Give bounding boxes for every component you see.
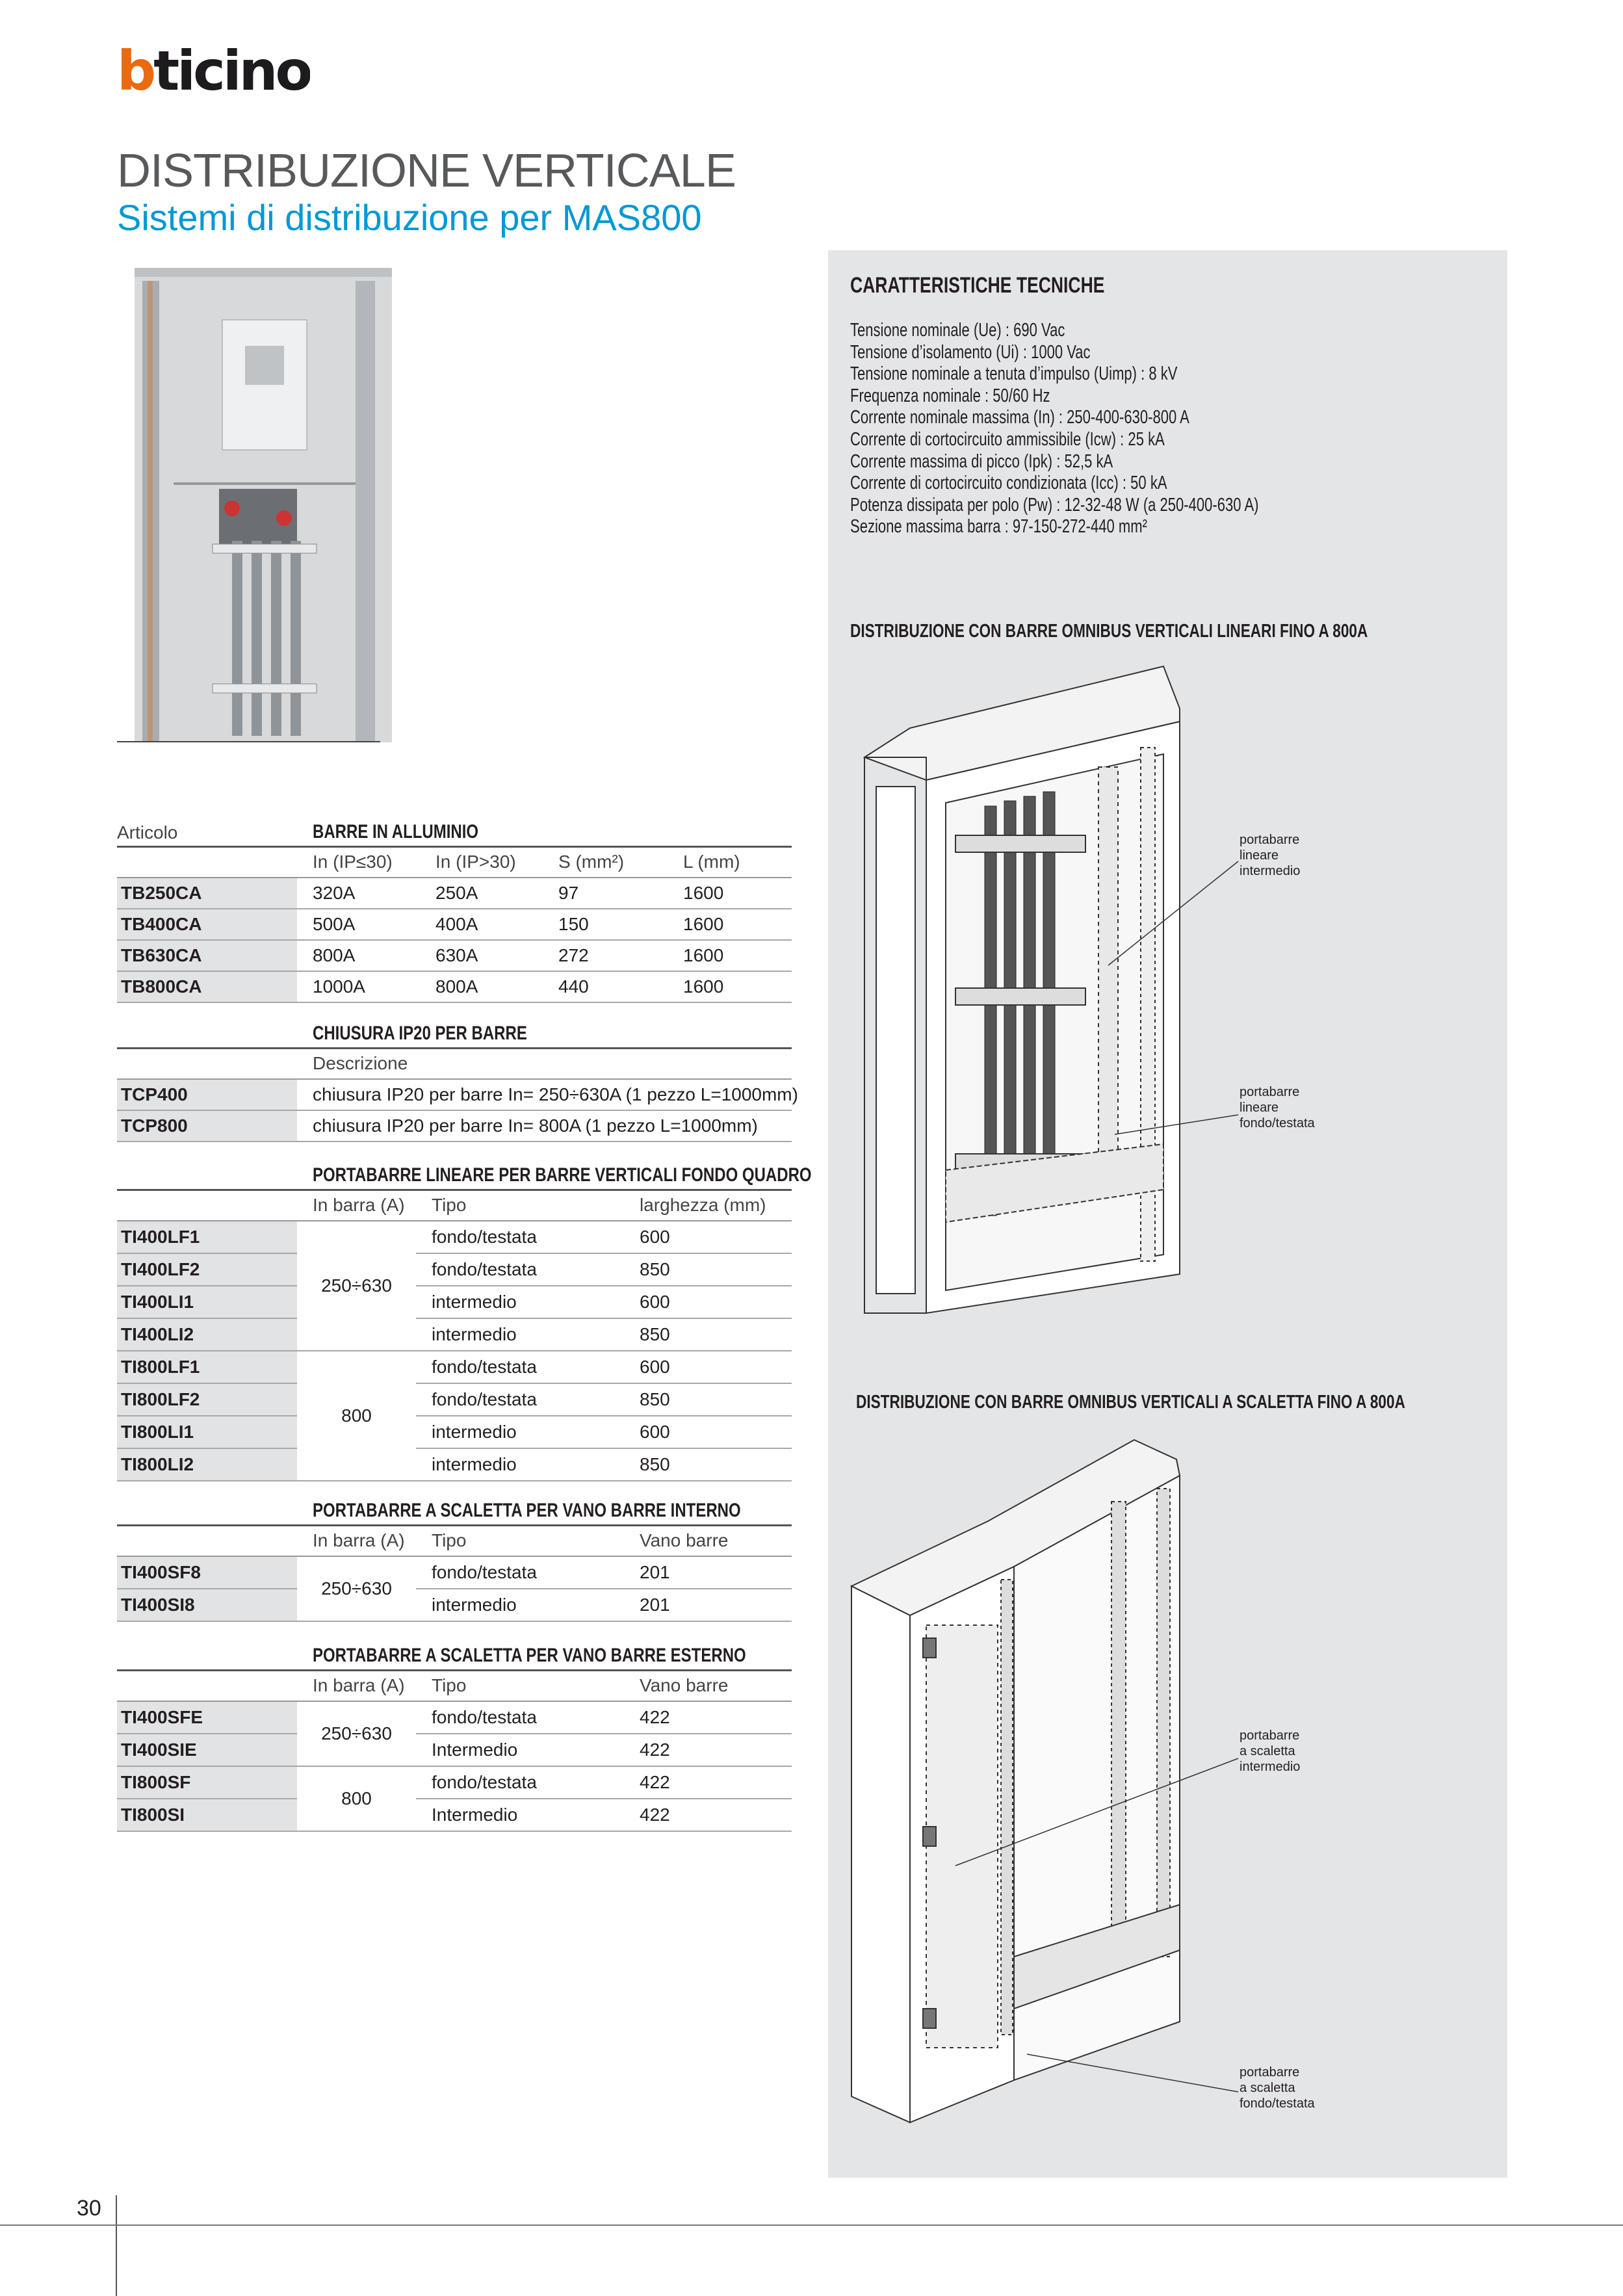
article-code: TB800CA xyxy=(117,971,297,1002)
callout-line: portabarre xyxy=(1240,1729,1300,1743)
spec-line-text: Tensione nominale (Ue) : 690 Vac xyxy=(850,320,1065,341)
bticino-logo xyxy=(117,47,310,95)
column-label-articolo xyxy=(117,1496,297,1525)
table-heading-row xyxy=(117,818,792,846)
callout-line: a scaletta xyxy=(1240,1744,1295,1758)
table-cell: 201 xyxy=(624,1589,792,1621)
article-code: TI400LF2 xyxy=(117,1253,297,1286)
table-4 xyxy=(117,1496,792,1622)
table-cell: 850 xyxy=(624,1253,792,1286)
callout-line: intermedio xyxy=(1240,1760,1301,1774)
callout-linear-fondo xyxy=(1240,1084,1315,1131)
spec-line-text: Corrente di cortocircuito ammissibile (Icw) : 25 kA xyxy=(850,429,1165,450)
table-cell: fondo/testata xyxy=(416,1221,624,1253)
article-code: TI800SI xyxy=(117,1799,297,1831)
table-cell: Intermedio xyxy=(416,1799,624,1831)
table-cell: 320A xyxy=(297,878,420,909)
column-header: Tipo xyxy=(416,1670,624,1701)
table-heading-row xyxy=(117,1496,792,1525)
table-heading-row xyxy=(117,1161,792,1190)
footer-divider-vertical xyxy=(116,2195,117,2296)
table-cell: 800A xyxy=(297,940,420,971)
callout-line: lineare xyxy=(1240,848,1279,863)
table-cell: 97 xyxy=(543,878,668,909)
article-code: TI800LI2 xyxy=(117,1448,297,1481)
callout-line: fondo/testata xyxy=(1240,1116,1315,1130)
table-heading xyxy=(297,1161,812,1190)
table-cell: fondo/testata xyxy=(416,1253,624,1286)
table-cell: 850 xyxy=(624,1383,792,1416)
table-row xyxy=(117,1448,792,1481)
callout-linear-intermedio xyxy=(1240,832,1300,879)
spec-line xyxy=(850,407,1297,429)
spec-line-text: Sezione massima barra : 97-150-272-440 mm² xyxy=(850,516,1147,538)
table-cell: 250A xyxy=(420,878,543,909)
table-5 xyxy=(117,1641,792,1832)
table-cell: 422 xyxy=(624,1701,792,1734)
drawing-heading-text: DISTRIBUZIONE CON BARRE OMNIBUS VERTICALI A SCALETTA FINO A 800A xyxy=(856,1392,1405,1413)
spec-line xyxy=(850,342,1166,364)
table-2 xyxy=(117,1019,798,1142)
drawing-heading-linear xyxy=(850,621,1514,642)
table-cell: 600 xyxy=(624,1416,792,1448)
table-row xyxy=(117,1351,792,1383)
column-header: In (IP>30) xyxy=(420,846,543,878)
page-number: 30 xyxy=(77,2196,101,2221)
spec-line-text: Corrente nominale massima (In) : 250-400-630-800 A xyxy=(850,407,1189,428)
table-row xyxy=(117,1799,792,1831)
callout-line: portabarre xyxy=(1240,833,1300,847)
table-heading xyxy=(297,818,792,846)
table-row xyxy=(117,1589,792,1621)
article-code: TI400LF1 xyxy=(117,1221,297,1253)
column-header-empty xyxy=(117,1048,297,1079)
spec-line xyxy=(850,451,1196,473)
article-code: TI800SF xyxy=(117,1766,297,1799)
in-barra-group: 250÷630 xyxy=(297,1556,416,1621)
table-cell: 1600 xyxy=(668,940,792,971)
table-heading-text: CHIUSURA IP20 PER BARRE xyxy=(313,1022,527,1044)
table-cell: fondo/testata xyxy=(416,1351,624,1383)
table-row xyxy=(117,1253,792,1286)
callout-ladder-intermedio xyxy=(1240,1728,1300,1775)
table-row xyxy=(117,1221,792,1253)
column-header: S (mm²) xyxy=(543,846,668,878)
callout-line: a scaletta xyxy=(1240,2081,1295,2095)
table-cell: 850 xyxy=(624,1448,792,1481)
table-cell: 630A xyxy=(420,940,543,971)
drawing-heading-text: DISTRIBUZIONE CON BARRE OMNIBUS VERTICALI LINEARI FINO A 800A xyxy=(850,621,1368,642)
spec-line xyxy=(850,320,1133,342)
table-row xyxy=(117,1286,792,1318)
table-row xyxy=(117,1766,792,1799)
column-header-empty xyxy=(117,1190,297,1221)
table-row xyxy=(117,1079,792,1110)
column-label-articolo xyxy=(117,1161,297,1190)
column-header-row xyxy=(117,1670,792,1701)
column-header: larghezza (mm) xyxy=(624,1190,792,1221)
column-header: Vano barre xyxy=(624,1525,792,1556)
table-cell: intermedio xyxy=(416,1448,624,1481)
article-code: TCP400 xyxy=(117,1079,297,1110)
technical-panel xyxy=(828,250,1507,2178)
table-heading-row xyxy=(117,1641,792,1670)
article-code: TB250CA xyxy=(117,878,297,909)
table-heading-text: BARRE IN ALLUMINIO xyxy=(313,820,479,842)
spec-line-text: Potenza dissipata per polo (Pw) : 12-32-48 W (a 250-400-630 A) xyxy=(850,494,1259,515)
table-heading-text: PORTABARRE A SCALETTA PER VANO BARRE ESTERNO xyxy=(313,1644,746,1666)
column-header: In (IP≤30) xyxy=(297,846,420,878)
table-cell: 1600 xyxy=(668,909,792,940)
table-heading-text: PORTABARRE A SCALETTA PER VANO BARRE INTERNO xyxy=(313,1499,741,1521)
specs-heading-text: CARATTERISTICHE TECNICHE xyxy=(850,273,1105,298)
table-cell: 272 xyxy=(543,940,668,971)
table-cell: Intermedio xyxy=(416,1734,624,1766)
spec-line xyxy=(850,495,1388,517)
table-cell: fondo/testata xyxy=(416,1383,624,1416)
table-row xyxy=(117,1556,792,1589)
in-barra-group: 250÷630 xyxy=(297,1221,416,1351)
spec-line xyxy=(850,363,1281,385)
table-cell: fondo/testata xyxy=(416,1766,624,1799)
table-row xyxy=(117,1318,792,1351)
table-cell: 201 xyxy=(624,1556,792,1589)
logo-letter-b: b xyxy=(117,47,154,95)
column-header: Vano barre xyxy=(624,1670,792,1701)
table-cell: 600 xyxy=(624,1351,792,1383)
product-photo xyxy=(135,268,392,742)
column-label-articolo xyxy=(117,1019,297,1048)
table-cell: 850 xyxy=(624,1318,792,1351)
table-cell: 600 xyxy=(624,1221,792,1253)
callout-line: fondo/testata xyxy=(1240,2096,1315,2111)
column-header: L (mm) xyxy=(668,846,792,878)
specs-heading xyxy=(850,273,1176,298)
spec-line-text: Tensione nominale a tenuta d’impulso (Uimp) : 8 kV xyxy=(850,363,1178,385)
table-cell: 1000A xyxy=(297,971,420,1002)
table-heading xyxy=(297,1019,792,1048)
table-1 xyxy=(117,818,792,1003)
article-code: TI400SIE xyxy=(117,1734,297,1766)
table-cell: fondo/testata xyxy=(416,1701,624,1734)
column-header: In barra (A) xyxy=(297,1525,416,1556)
column-header-row xyxy=(117,1190,792,1221)
table-cell: 422 xyxy=(624,1734,792,1766)
in-barra-group: 250÷630 xyxy=(297,1701,416,1766)
table-cell: 440 xyxy=(543,971,668,1002)
spec-line xyxy=(850,385,1113,408)
article-code: TI400LI2 xyxy=(117,1318,297,1351)
article-code: TB400CA xyxy=(117,909,297,940)
table-cell: 1600 xyxy=(668,971,792,1002)
table-row xyxy=(117,1416,792,1448)
table-heading-row xyxy=(117,1019,792,1048)
table-heading-text: PORTABARRE LINEARE PER BARRE VERTICALI FONDO QUADRO xyxy=(313,1164,812,1186)
table-cell: fondo/testata xyxy=(416,1556,624,1589)
spec-line xyxy=(850,516,1241,538)
table-cell: chiusura IP20 per barre In= 800A (1 pezzo L=1000mm) xyxy=(297,1110,792,1141)
table-cell: 422 xyxy=(624,1799,792,1831)
column-header: Tipo xyxy=(416,1190,624,1221)
article-code: TI400SFE xyxy=(117,1701,297,1734)
column-label-articolo: Articolo xyxy=(117,818,297,846)
column-header-empty xyxy=(117,846,297,878)
spec-line xyxy=(850,429,1264,451)
table-cell: 400A xyxy=(420,909,543,940)
callout-line: intermedio xyxy=(1240,864,1301,878)
table-cell: intermedio xyxy=(416,1589,624,1621)
article-code: TI800LI1 xyxy=(117,1416,297,1448)
article-code: TI400SI8 xyxy=(117,1589,297,1621)
column-header: In barra (A) xyxy=(297,1670,416,1701)
column-header: Descrizione xyxy=(297,1048,792,1079)
article-code: TB630CA xyxy=(117,940,297,971)
in-barra-group: 800 xyxy=(297,1766,416,1831)
table-row xyxy=(117,909,792,940)
table-row xyxy=(117,1383,792,1416)
column-header-row xyxy=(117,1048,792,1079)
footer-divider-horizontal xyxy=(0,2224,1623,2226)
table-cell: 800A xyxy=(420,971,543,1002)
article-code: TI800LF1 xyxy=(117,1351,297,1383)
column-header: In barra (A) xyxy=(297,1190,416,1221)
table-row xyxy=(117,971,792,1002)
column-label-articolo xyxy=(117,1641,297,1670)
table-cell: intermedio xyxy=(416,1318,624,1351)
callout-line: portabarre xyxy=(1240,1085,1300,1099)
spec-line-text: Corrente massima di picco (Ipk) : 52,5 kA xyxy=(850,450,1113,472)
table-cell: intermedio xyxy=(416,1416,624,1448)
spec-line xyxy=(850,473,1267,495)
table-row xyxy=(117,1110,792,1141)
page-subtitle: Sistemi di distribuzione per MAS800 xyxy=(117,197,702,238)
spec-line-text: Corrente di cortocircuito condizionata (Icc) : 50 kA xyxy=(850,473,1167,494)
table-cell: 422 xyxy=(624,1766,792,1799)
table-heading xyxy=(297,1496,792,1525)
table-cell: 600 xyxy=(624,1286,792,1318)
article-code: TI400LI1 xyxy=(117,1286,297,1318)
table-cell: 150 xyxy=(543,909,668,940)
table-row xyxy=(117,1701,792,1734)
article-code: TCP800 xyxy=(117,1110,297,1141)
in-barra-group: 800 xyxy=(297,1351,416,1481)
table-cell: 500A xyxy=(297,909,420,940)
table-3 xyxy=(117,1161,812,1481)
table-row xyxy=(117,878,792,909)
column-header-row xyxy=(117,1525,792,1556)
column-header-empty xyxy=(117,1525,297,1556)
table-cell: intermedio xyxy=(416,1286,624,1318)
callout-ladder-fondo xyxy=(1240,2065,1315,2111)
callout-line: lineare xyxy=(1240,1101,1279,1115)
column-header-row xyxy=(117,846,792,878)
callout-line: portabarre xyxy=(1240,2065,1300,2080)
spec-line-text: Tensione d’isolamento (Ui) : 1000 Vac xyxy=(850,341,1091,363)
column-header-empty xyxy=(117,1670,297,1701)
photo-baseline xyxy=(117,741,380,742)
article-code: TI400SF8 xyxy=(117,1556,297,1589)
spec-line-text: Frequenza nominale : 50/60 Hz xyxy=(850,385,1050,406)
table-row xyxy=(117,1734,792,1766)
table-row xyxy=(117,940,792,971)
logo-wordmark: ticino xyxy=(153,47,311,95)
table-heading xyxy=(297,1641,792,1670)
column-header: Tipo xyxy=(416,1525,624,1556)
article-code: TI800LF2 xyxy=(117,1383,297,1416)
table-cell: chiusura IP20 per barre In= 250÷630A (1 pezzo L=1000mm) xyxy=(297,1079,792,1110)
table-cell: 1600 xyxy=(668,878,792,909)
switchboard-photo-illustration xyxy=(135,268,392,742)
page-title: DISTRIBUZIONE VERTICALE xyxy=(117,145,736,197)
drawing-heading-ladder xyxy=(856,1392,1560,1413)
